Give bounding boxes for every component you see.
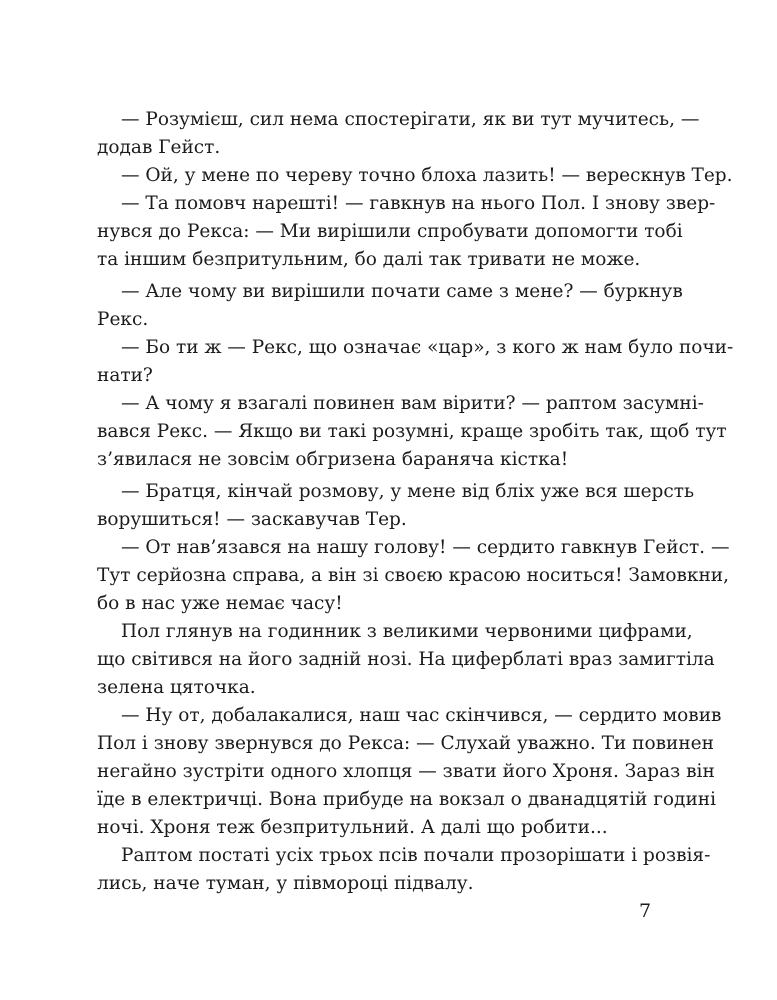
text-line: зелена цяточка. <box>97 677 256 698</box>
text-line: з’явилася не зовсім обгризена бараняча кістка! <box>97 449 569 470</box>
text-line: негайно зустріти одного хлопця — звати його Хроня. Зараз він <box>97 761 715 782</box>
text-line: Пол і знову звернувся до Рекса: — Слухай уважно. Ти повинен <box>97 733 714 754</box>
text-line: лись, наче туман, у півмороці підвалу. <box>97 873 474 894</box>
text-line: бо в нас уже немає часу! <box>97 593 343 614</box>
text-line: — Ой, у мене по череву точно блоха лазить! — верескнув Тер. <box>121 165 733 186</box>
text-line: ворушиться! — заскавучав Тер. <box>97 509 407 530</box>
text-line: ночі. Хроня теж безпритульний. А далі що робити... <box>97 817 608 838</box>
text-line: — От нав’язався на нашу голову! — сердито гавкнув Гейст. — <box>121 537 730 558</box>
text-line: Пол глянув на годинник з великими червоними цифрами, <box>121 621 693 642</box>
text-line: — Ну от, добалакалися, наш час скінчився, — сердито мовив <box>121 705 722 726</box>
text-line: нувся до Рекса: — Ми вирішили спробувати допомогти тобі <box>97 221 683 242</box>
text-line: вався Рекс. — Якщо ви такі розумні, краще зробіть так, щоб тут <box>97 421 727 442</box>
text-line: — Бо ти ж — Рекс, що означає «цар», з кого ж нам було почи- <box>121 337 734 358</box>
page-number: 7 <box>639 900 652 922</box>
text-line: — Братця, кінчай розмову, у мене від бліх уже вся шерсть <box>121 481 695 502</box>
text-line: — Розумієш, сил нема спостерігати, як ви тут мучитесь, — <box>121 109 700 130</box>
text-line: — Але чому ви вирішили почати саме з мене? — буркнув <box>121 281 683 302</box>
text-line: нати? <box>97 365 153 386</box>
text-line: їде в електричці. Вона прибуде на вокзал о дванадцятій годині <box>97 789 717 810</box>
text-line: що світився на його задній нозі. На циферблаті враз замигтіла <box>97 649 715 670</box>
text-line: та іншим безпритульним, бо далі так тривати не може. <box>97 249 641 270</box>
text-line: — Та помовч нарешті! — гавкнув на нього Пол. І знову звер- <box>121 193 716 214</box>
text-line: — А чому я взагалі повинен вам вірити? — раптом засумні- <box>121 393 704 414</box>
text-line: додав Гейст. <box>97 137 221 158</box>
text-line: Раптом постаті усіх трьох псів почали прозорішати і розвія- <box>121 845 711 866</box>
text-line: Рекс. <box>97 309 149 330</box>
text-line: Тут серйозна справа, а він зі своєю красою носиться! Замовкни, <box>97 565 729 586</box>
